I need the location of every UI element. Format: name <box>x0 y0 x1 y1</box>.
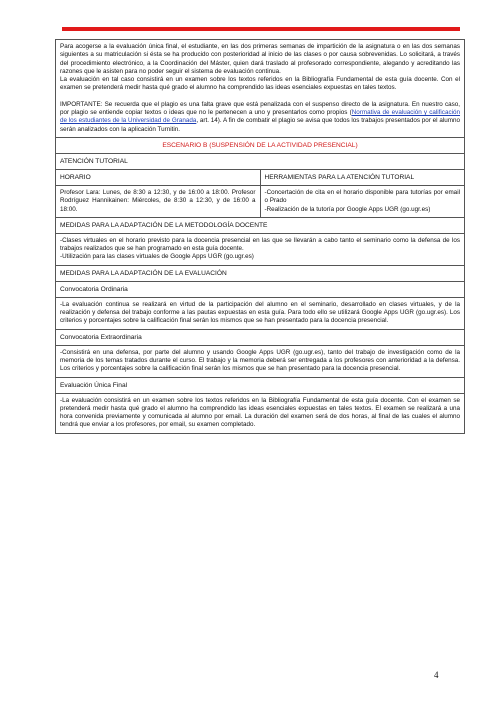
schedule-column-header: HORARIO <box>56 170 261 185</box>
tutorial-heading: ATENCIÓN TUTORIAL <box>56 153 464 169</box>
tutorial-content-row <box>56 185 464 217</box>
evaluation-heading: MEDIDAS PARA LA ADAPTACIÓN DE LA EVALUACIÓN <box>56 265 464 281</box>
tools-line-2: -Realización de la tutoría por Google Apps UGR (go.ugr.es) <box>264 205 431 213</box>
page-number: 4 <box>434 670 439 680</box>
extraordinaria-text: -Consistirá en una defensa, por parte del alumno y usando Google Apps UGR (go.ugr.es), tanto del trabajo de investigación como de la memoria de los temas tratados durante el curso. El trabajo y la memoria deberá ser entregada a los profesores con anterioridad a la defensa. Los criterios y porcentajes sobre la calificación final serán los mismos que se han presentado para la docencia presencial. <box>60 348 460 373</box>
unica-final-title: Evaluación Única Final <box>56 377 464 393</box>
tools-cell <box>261 186 465 217</box>
tutorial-header-row <box>56 169 464 185</box>
ordinaria-content <box>56 297 464 329</box>
methodology-line-1: -Clases virtuales en el horario previsto para la docencia presencial en las que se llevarán a cabo tanto el seminario como la defensa de los trabajos realizados que se han programado en esta guía docente. <box>60 236 460 253</box>
evaluation-table <box>55 39 465 434</box>
unica-final-content <box>56 393 464 433</box>
important-note <box>60 101 460 134</box>
intro-paragraph-1: Para acogerse a la evaluación única final, el estudiante, en las dos primeras semanas de impartición de la asignatura o en las dos semanas siguientes a su matriculación si ésta se ha producido con posterioridad al inicio de las clases o por causa sobrevenidas. Lo solicitará, a través del procedimiento electrónico, a la Coordinación del Máster, quien dará traslado al profesorado correspondiente, alegando y acreditando las razones que le asisten para no poder seguir el sistema de evaluación continua. <box>60 43 460 75</box>
extraordinaria-title: Convocatoria Extraordinaria <box>56 329 464 345</box>
unica-final-text: -La evaluación consistirá en un examen sobre los textos referidos en la Bibliografía Fundamental de esta guía docente. Con el examen se pretenderá medir hasta qué grado el alumno ha comprendido las ideas esenciales expuestas en tales textos. El examen se realizará a una hora convenida previamente y comunicada al alumno por email. La duración del examen será de dos horas, al final de las cuales el alumno tendrá que enviar a los profesores, por email, su examen completado. <box>60 396 460 429</box>
methodology-content <box>56 233 464 265</box>
tools-column-header: HERRAMIENTAS PARA LA ATENCIÓN TUTORIAL <box>264 173 415 181</box>
header-accent-bar <box>62 27 460 31</box>
methodology-line-2: -Utilización para las clases virtuales de Google Apps UGR (go.ugr.es) <box>60 253 254 261</box>
tools-line-1: -Concertación de cita en el horario disponible para tutorías por email o Prado <box>264 188 460 205</box>
scenario-b-title: ESCENARIO B (SUSPENSIÓN DE LA ACTIVIDAD PRESENCIAL) <box>56 137 464 153</box>
ordinaria-text: -La evaluación continua se realizará en virtud de la participación del alumno en el seminario, desarrollado en clases virtuales, y de la realización y defensa del trabajo conforme a las pautas expuestas en esta guía. Para todo ello se utilizará Google Apps UGR (go.ugr.es). Los criterios y porcentajes sobre la calificación final serán los mismos que se han presentado para la docencia presencial. <box>60 300 460 325</box>
important-text-before: IMPORTANTE: Se recuerda que el plagio es una falta grave que está penalizada con el suspenso directo de la asignatura. En nuestro caso, por plagio se entiende copiar textos o ideas que no le pertenecen a uno y presentarlos como propios ( <box>60 100 460 117</box>
important-text-after: , art. 14). A fin de combatir el plagio se avisa que todos los trabajos presentados por el alumno serán analizados con la aplicación Turnitin. <box>60 117 460 133</box>
intro-paragraph-2: La evaluación en tal caso consistirá en un examen sobre los textos referidos en la Bibliografía Fundamental de esta guía docente. Con el examen se pretenderá medir hasta qué grado el alumno ha comprendido las ideas esenciales expuestas en tales textos. <box>60 76 460 92</box>
schedule-cell <box>56 186 261 217</box>
ordinaria-title: Convocatoria Ordinaria <box>56 281 464 297</box>
extraordinaria-content <box>56 345 464 377</box>
schedule-text: Profesor Lara: Lunes, de 8:30 a 12:30, y de 16:00 a 18:00. Profesor Rodríguez Hannikainen: Miércoles, de 8:30 a 12:30, y de 16:00 a 18:00. <box>60 188 256 213</box>
intro-section <box>56 40 464 137</box>
regulation-link[interactable]: Normativa de evaluación y calificación de los estudiantes de la Universidad de Granada <box>60 109 461 125</box>
methodology-heading: MEDIDAS PARA LA ADAPTACIÓN DE LA METODOLOGÍA DOCENTE <box>56 217 464 233</box>
